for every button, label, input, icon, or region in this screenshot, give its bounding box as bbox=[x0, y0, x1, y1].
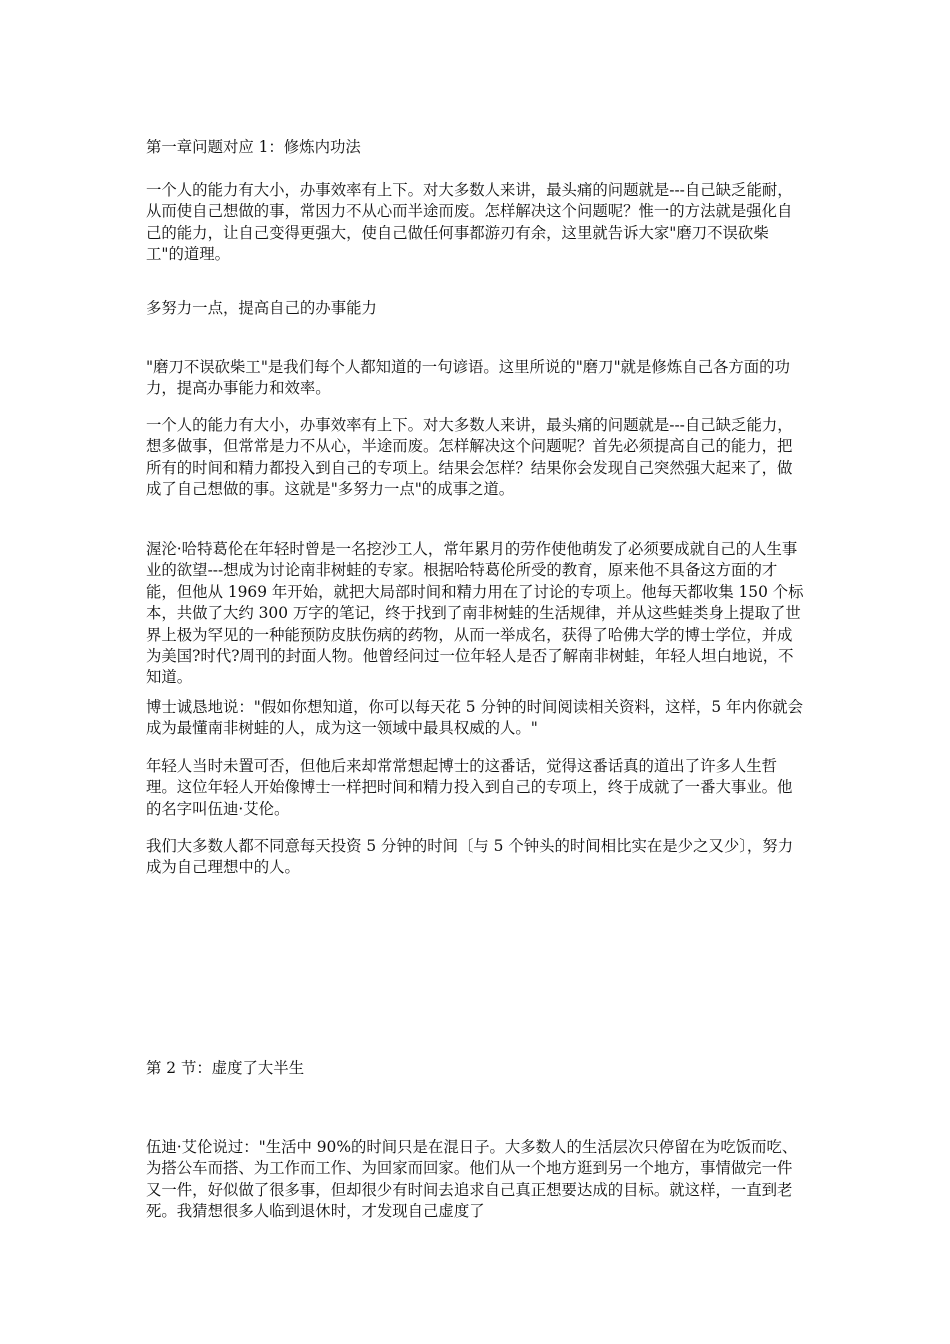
paragraph-proverb: "磨刀不误砍柴工"是我们每个人都知道的一句谚语。这里所说的"磨刀"就是修炼自己各方面的功力，提高办事能力和效率。 bbox=[146, 358, 790, 398]
paragraph-woody-allen: 伍迪·艾伦说过："生活中 90%的时间只是在混日子。大多数人的生活层次只停留在为吃饭而吃、为搭公车而搭、为工作而工作、为回家而回家。他们从一个地方逛到另一个地方，事情做完一件又一件，好似做了很多事，但却很少有时间去追求自己真正想要达成的目标。就这样，一直到老死。我猜想很多人临到退休时，才发现自己虚度了 bbox=[146, 1138, 798, 1221]
paragraph-hartgren-story: 渥沦·哈特葛伦在年轻时曾是一名挖沙工人，常年累月的劳作使他萌发了必须要成就自己的人生事业的欲望---想成为讨论南非树蛙的专家。根据哈特葛伦所受的教育，原来他不具备这方面的才能，但他从 1969 年开始，就把大局部时间和精力用在了讨论的专项上。他每天都收集 150 个标本，共做了大约 300 万字的笔记，终于找到了南非树蛙的生活规律，并从这些蛙类身上提取了世界上极为罕见的一种能预防皮肤伤病的药物，从而一举成名，获得了哈佛大学的博士学位，并成为美国?时代?周刊的封面人物。他曾经问过一位年轻人是否了解南非树蛙，年轻人坦白地说，不知道。 bbox=[146, 540, 804, 687]
section2-heading: 第 2 节：虚度了大半生 bbox=[146, 1059, 305, 1077]
paragraph-doctor-quote: 博士诚恳地说："假如你想知道，你可以每天花 5 分钟的时间阅读相关资料，这样，5 年内你就会成为最懂南非树蛙的人，成为这一领域中最具权威的人。" bbox=[146, 698, 803, 738]
paragraph-ability: 一个人的能力有大小，办事效率有上下。对大多数人来讲，最头痛的问题就是---自己缺乏能力，想多做事，但常常是力不从心，半途而废。怎样解决这个问题呢？首先必须提高自己的能力，把所有的时间和精力都投入到自己的专项上。结果会怎样？结果你会发现自己突然强大起来了，做成了自己想做的事。这就是"多努力一点"的成事之道。 bbox=[146, 416, 793, 499]
chapter-heading: 第一章问题对应 1：修炼内功法 bbox=[146, 138, 361, 156]
section-heading: 多努力一点，提高自己的办事能力 bbox=[146, 299, 377, 317]
intro-paragraph: 一个人的能力有大小，办事效率有上下。对大多数人来讲，最头痛的问题就是---自己缺乏能耐，从而使自己想做的事，常因力不从心而半途而废。怎样解决这个问题呢？惟一的方法就是强化自己的能力，让自己变得更强大，使自己做任何事都游刃有余，这里就告诉大家"磨刀不误砍柴工"的道理。 bbox=[146, 181, 793, 264]
paragraph-five-minutes: 我们大多数人都不同意每天投资 5 分钟的时间〔与 5 个钟头的时间相比实在是少之又少〕，努力成为自己理想中的人。 bbox=[146, 837, 794, 877]
paragraph-young-man: 年轻人当时未置可否，但他后来却常常想起博士的这番话，觉得这番话真的道出了许多人生哲理。这位年轻人开始像博士一样把时间和精力投入到自己的专项上，终于成就了一番大事业。他的名字叫伍迪·艾伦。 bbox=[146, 757, 793, 818]
